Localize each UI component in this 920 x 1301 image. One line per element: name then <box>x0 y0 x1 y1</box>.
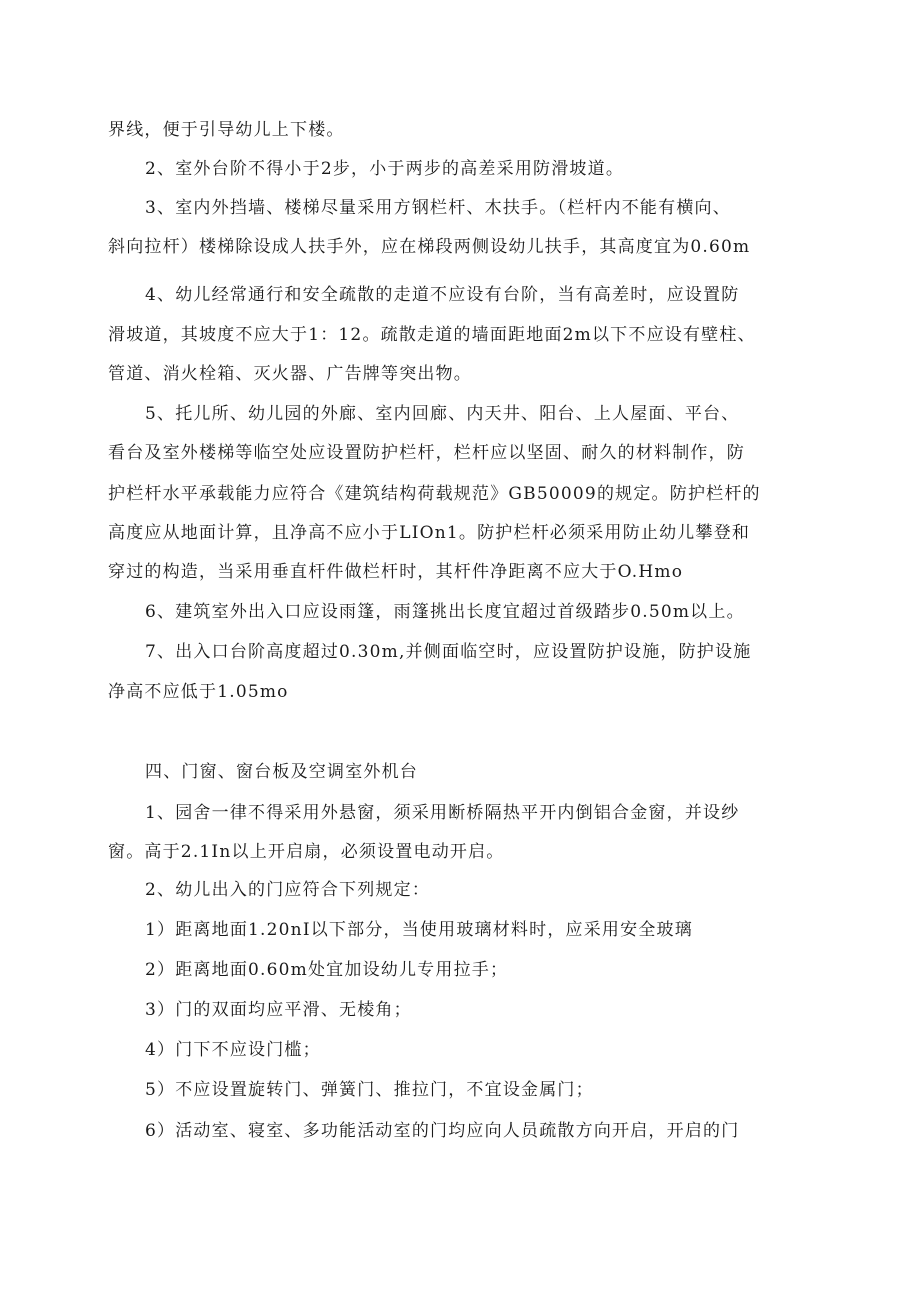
list-item: 3）门的双面均应平滑、无棱角； <box>145 1000 412 1020</box>
text-line: 5、托儿所、幼儿园的外廊、室内回廊、内天井、阳台、上人屋面、平台、 <box>145 404 740 424</box>
text-line: 护栏杆水平承载能力应符合《建筑结构荷载规范》GB50009的规定。防护栏杆的 <box>108 484 761 504</box>
list-item: 1）距离地面1.20nI以下部分，当使用玻璃材料时，应采用安全玻璃 <box>145 920 693 940</box>
text-line: 管道、消火栓箱、灭火器、广告牌等突出物。 <box>108 364 472 384</box>
text-line: 2、室外台阶不得小于2步，小于两步的高差采用防滑坡道。 <box>145 159 625 179</box>
text-line: 窗。高于2.1In以上开启扇，必须设置电动开启。 <box>108 842 505 862</box>
section-heading: 四、门窗、窗台板及空调室外机台 <box>145 762 418 782</box>
list-item: 6）活动室、寝室、多功能活动室的门均应向人员疏散方向开启，开启的门 <box>145 1121 740 1141</box>
list-item: 2）距离地面0.60m处宜加设幼儿专用拉手； <box>145 960 509 980</box>
text-line: 看台及室外楼梯等临空处应设置防护栏杆，栏杆应以坚固、耐久的材料制作，防 <box>108 443 745 463</box>
list-item: 4）门下不应设门槛； <box>145 1040 321 1060</box>
text-line: 高度应从地面计算，且净高不应小于LIOn1。防护栏杆必须采用防止幼儿攀登和 <box>108 523 751 543</box>
text-line: 6、建筑室外出入口应设雨篷，雨篷挑出长度宜超过首级踏步0.50m以上。 <box>145 602 745 622</box>
text-line: 2、幼儿出入的门应符合下列规定： <box>145 880 431 900</box>
text-line: 斜向拉杆）楼梯除设成人扶手外，应在梯段两侧设幼儿扶手，其高度宜为0.60m <box>108 237 751 257</box>
text-line: 界线，便于引导幼儿上下楼。 <box>108 120 345 140</box>
text-line: 滑坡道，其坡度不应大于1：12。疏散走道的墙面距地面2m以下不应设有壁柱、 <box>108 325 756 345</box>
text-line: 1、园舍一律不得采用外悬窗，须采用断桥隔热平开内倒铝合金窗，并设纱 <box>145 803 740 823</box>
text-line: 4、幼儿经常通行和安全疏散的走道不应设有台阶，当有高差时，应设置防 <box>145 285 740 305</box>
text-line: 3、室内外挡墙、楼梯尽量采用方钢栏杆、木扶手。（栏杆内不能有横向、 <box>145 198 731 218</box>
list-item: 5）不应设置旋转门、弹簧门、推拉门，不宜设金属门； <box>145 1080 594 1100</box>
text-line: 净高不应低于1.05mo <box>108 682 289 702</box>
text-line: 7、出入口台阶高度超过0.30m,并侧面临空时，应设置防护设施，防护设施 <box>145 642 752 662</box>
text-line: 穿过的构造，当采用垂直杆件做栏杆时，其杆件净距离不应大于O.Hmo <box>108 562 684 582</box>
